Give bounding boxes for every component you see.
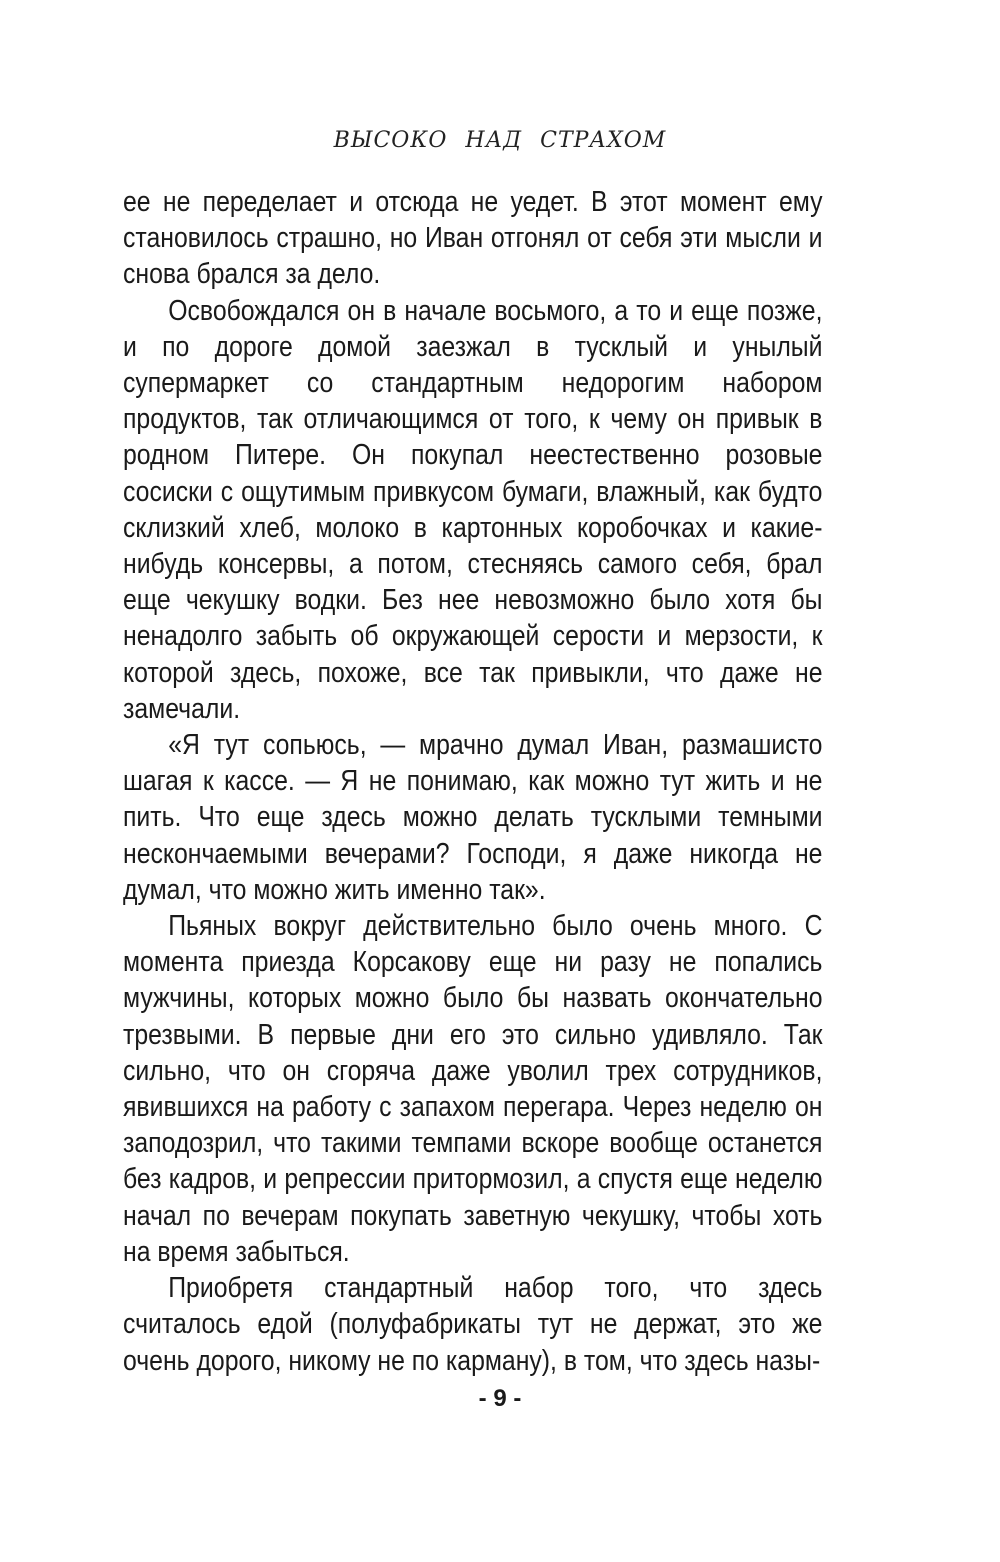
paragraph: Освобождался он в начале восьмого, а то и еще позже, и по дороге домой заезжал в тусклый и унылый супермаркет со стандартным недорогим набором продуктов, так отличающимся от того, к чему он привык в родном Питере. Он покупал неестественно розовые сосиски с ощутимым привкусом бумаги, влажный, как будто склизкий хлеб, молоко в картонных коробочках и какие-нибудь консервы, а потом, стесняясь самого себя, брал еще чекушку водки. Без нее невозможно было хотя бы ненадолго забыть об окружающей серости и мерзости, к которой здесь, похоже, все так привыкли, что даже не замечали.: [123, 294, 823, 725]
paragraph: ее не переделает и отсюда не уедет. В этот момент ему становилось страшно, но Иван отгонял от себя эти мысли и снова брался за дело.: [123, 186, 823, 291]
body-text: [123, 184, 822, 1379]
paragraph: Приобретя стандартный набор того, что здесь считалось едой (полуфабрикаты тут не держат, это же очень дорого, никому не по карману), в том, что здесь назы-: [123, 1272, 823, 1377]
page-number: - 9 -: [478, 1385, 522, 1412]
running-head: ВЫСОКО НАД СТРАХОМ: [333, 128, 667, 153]
paragraph: «Я тут сопьюсь, — мрачно думал Иван, размашисто шагая к кассе. — Я не понимаю, как можно тут жить и не пить. Что еще здесь можно делать тусклыми темными нескончаемыми вечерами? Господи, я даже никогда не думал, что можно жить именно так».: [123, 729, 823, 906]
paragraph: Пьяных вокруг действительно было очень много. С момента приезда Корсакову еще ни разу не попались мужчины, которых можно было бы назвать окончательно трезвыми. В первые дни его это сильно удивляло. Так сильно, что он сгоряча даже уволил трех сотрудников, явившихся на работу с запахом перегара. Через неделю он заподозрил, что такими темпами вскоре вообще останется без кадров, и репрессии притормозил, а спустя еще неделю начал по вечерам покупать заветную чекушку, чтобы хоть на время забыться.: [123, 910, 823, 1268]
